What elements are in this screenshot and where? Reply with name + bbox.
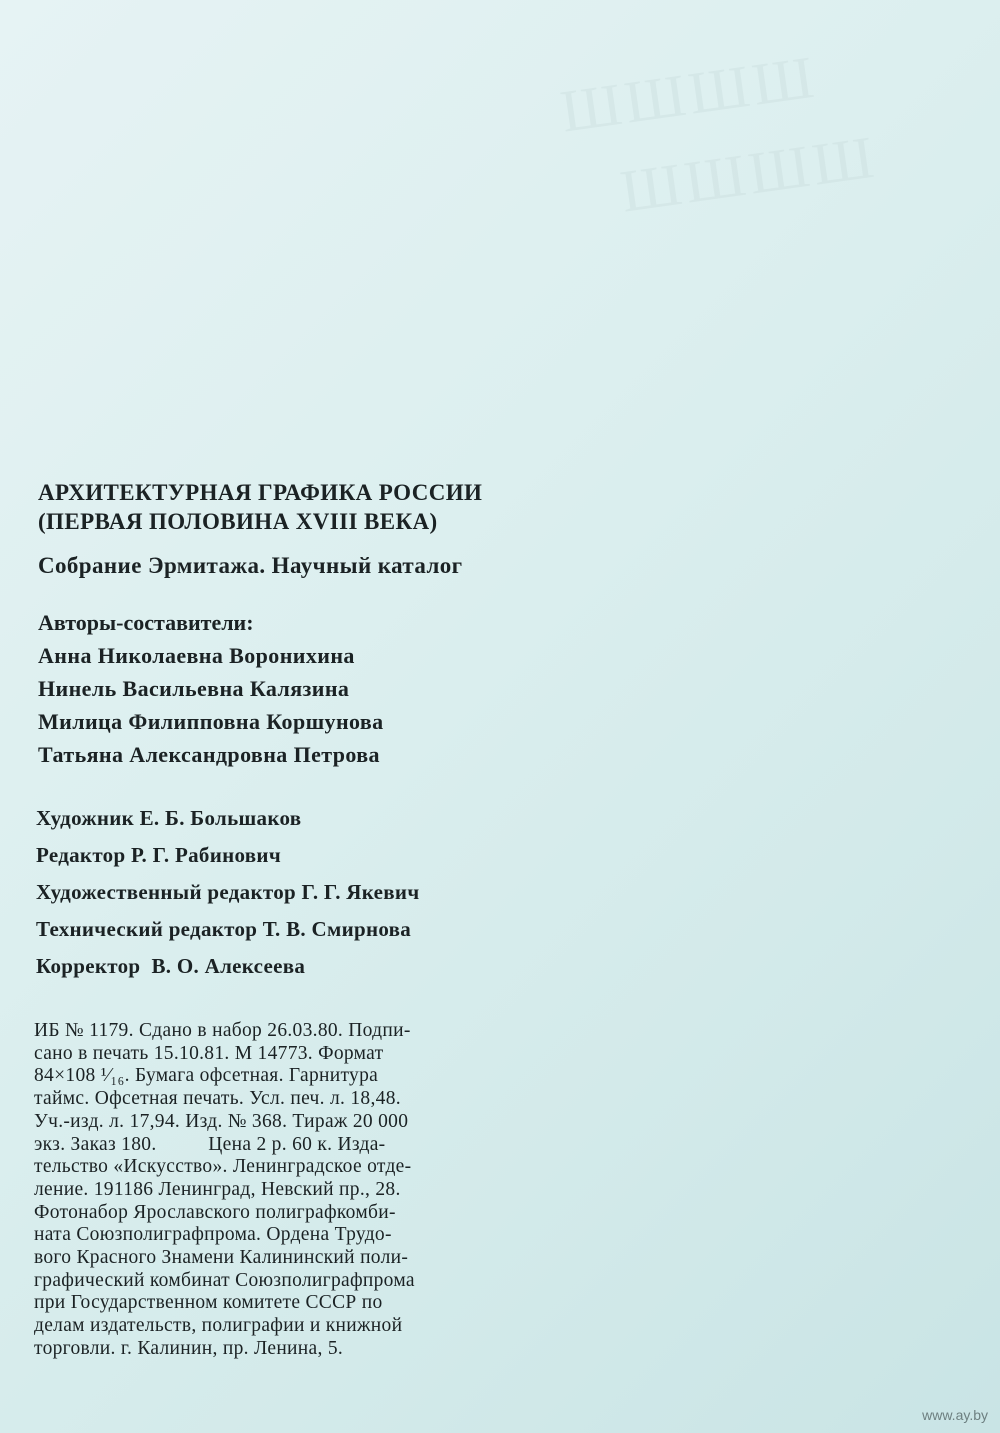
title-line-2: (ПЕРВАЯ ПОЛОВИНА XVIII ВЕКА) xyxy=(38,509,438,534)
imprint-line: 84×108 ¹⁄₁₆. Бумага офсетная. Гарнитура xyxy=(34,1065,379,1087)
imprint-line: таймс. Офсетная печать. Усл. печ. л. 18,48. xyxy=(34,1088,401,1110)
imprint-line: экз. Заказ 180. Цена 2 р. 60 к. Изда- xyxy=(34,1133,386,1155)
credit-art-editor: Художественный редактор Г. Г. Якевич xyxy=(36,880,420,904)
author-name: Милица Филипповна Коршунова xyxy=(38,709,384,734)
credit-artist: Художник Е. Б. Большаков xyxy=(36,806,302,830)
author-name: Татьяна Александровна Петрова xyxy=(38,742,380,767)
imprint-line: ната Союзполиграфпрома. Ордена Трудо- xyxy=(34,1224,392,1246)
imprint-line: при Государственном комитете СССР по xyxy=(34,1292,383,1314)
imprint-line: торговли. г. Калинин, пр. Ленина, 5. xyxy=(34,1337,344,1359)
author-name: Нинель Васильевна Калязина xyxy=(38,676,350,701)
imprint-line: ИБ № 1179. Сдано в набор 26.03.80. Подпи- xyxy=(34,1020,411,1041)
title-block xyxy=(38,478,482,580)
credit-proofreader: Корректор В. О. Алексеева xyxy=(36,954,306,978)
imprint-line: Фотонабор Ярославского полиграфкомби- xyxy=(34,1201,396,1223)
author-name: Анна Николаевна Воронихина xyxy=(38,643,355,668)
site-watermark: www.ay.by xyxy=(922,1407,988,1423)
authors-heading: Авторы-составители: xyxy=(38,610,254,635)
imprint-line: делам издательств, полиграфии и книжной xyxy=(34,1315,403,1337)
title-line-1: АРХИТЕКТУРНАЯ ГРАФИКА РОССИИ xyxy=(38,480,483,505)
imprint-block xyxy=(34,1020,484,1361)
imprint-line: сано в печать 15.10.81. М 14773. Формат xyxy=(34,1042,384,1064)
imprint-line: тельство «Искусство». Ленинградское отде- xyxy=(34,1156,412,1178)
subtitle: Собрание Эрмитажа. Научный каталог xyxy=(38,553,463,578)
bleed-through-text-top: ШШШШ xyxy=(556,43,822,145)
imprint-line: ление. 191186 Ленинград, Невский пр., 28. xyxy=(34,1178,401,1200)
imprint-line: графический комбинат Союзполиграфпрома xyxy=(34,1269,415,1291)
staff-credits xyxy=(36,800,419,985)
imprint-line: Уч.-изд. л. 17,94. Изд. № 368. Тираж 20 000 xyxy=(34,1110,409,1132)
authors-block xyxy=(38,606,384,771)
credit-technical-editor: Технический редактор Т. В. Смирнова xyxy=(36,917,412,941)
credit-editor: Редактор Р. Г. Рабинович xyxy=(36,843,281,867)
bleed-through-text-bottom: ШШШШ xyxy=(616,123,882,225)
imprint-line: вого Красного Знамени Калининский поли- xyxy=(34,1247,409,1269)
